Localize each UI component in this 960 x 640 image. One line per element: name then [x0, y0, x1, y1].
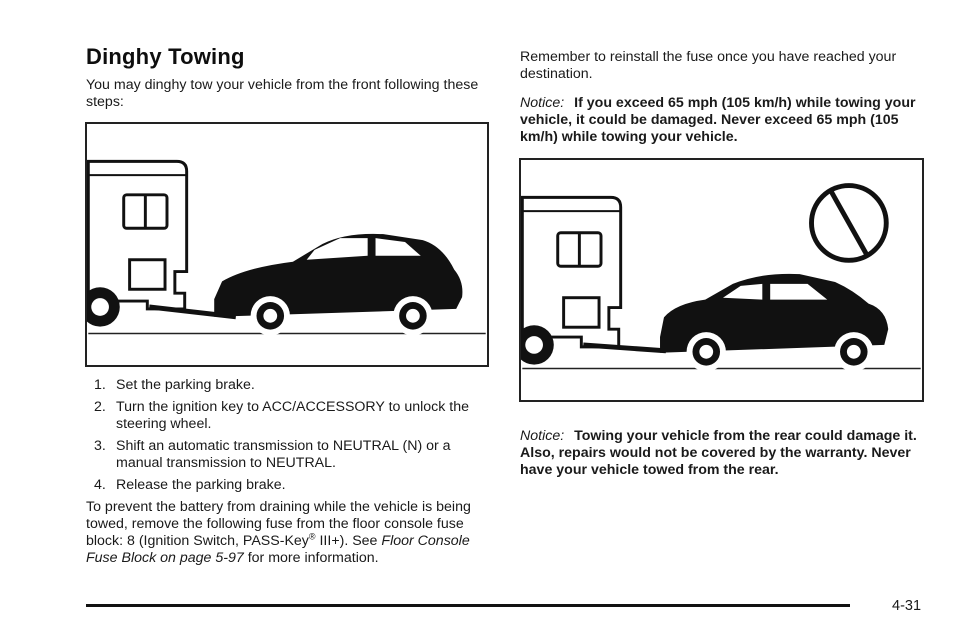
rv-rear-tow-prohibited-icon	[521, 160, 922, 400]
footer-rule	[86, 604, 850, 607]
fuse-paragraph: To prevent the battery from draining while the vehicle is being towed, remove the following fuse from the floor console fuse block: 8 (Ignition Switch, PASS-Key® III+). See Floor Console Fuse Block on page 5-97 for more information.	[86, 499, 471, 566]
front-tow-figure	[85, 122, 489, 367]
page-title: Dinghy Towing	[86, 44, 245, 69]
rear-tow-prohibited-figure	[519, 158, 924, 402]
notice-label: Notice:	[520, 95, 565, 111]
list-item: 3. Shift an automatic transmission to NEUTRAL (N) or a manual transmission to NEUTRAL.	[94, 438, 451, 471]
rear-tow-notice: Notice: Towing your vehicle from the rear could damage it. Also, repairs would not be covered by the warranty. Never have your vehicle towed from the rear.	[520, 428, 917, 478]
notice-label: Notice:	[520, 428, 565, 444]
list-item: 1. Set the parking brake.	[94, 377, 255, 393]
prohibited-circle-icon	[812, 186, 887, 261]
rv-front-dinghy-tow-icon	[87, 124, 487, 365]
page-number: 4-31	[892, 598, 922, 614]
remember-paragraph: Remember to reinstall the fuse once you have reached your destination.	[520, 49, 897, 82]
fuse-block-reference: Floor Console Fuse Block on page 5-97	[86, 533, 470, 566]
list-item: 2. Turn the ignition key to ACC/ACCESSORY to unlock the steering wheel.	[94, 399, 470, 432]
intro-paragraph: You may dinghy tow your vehicle from the front following these steps:	[86, 77, 479, 110]
list-item: 4. Release the parking brake.	[94, 477, 286, 493]
speed-notice: Notice: If you exceed 65 mph (105 km/h) while towing your vehicle, it could be damaged. Never exceed 65 mph (105 km/h) while towing your vehicle.	[520, 95, 916, 145]
tow-steps-list	[86, 377, 490, 499]
